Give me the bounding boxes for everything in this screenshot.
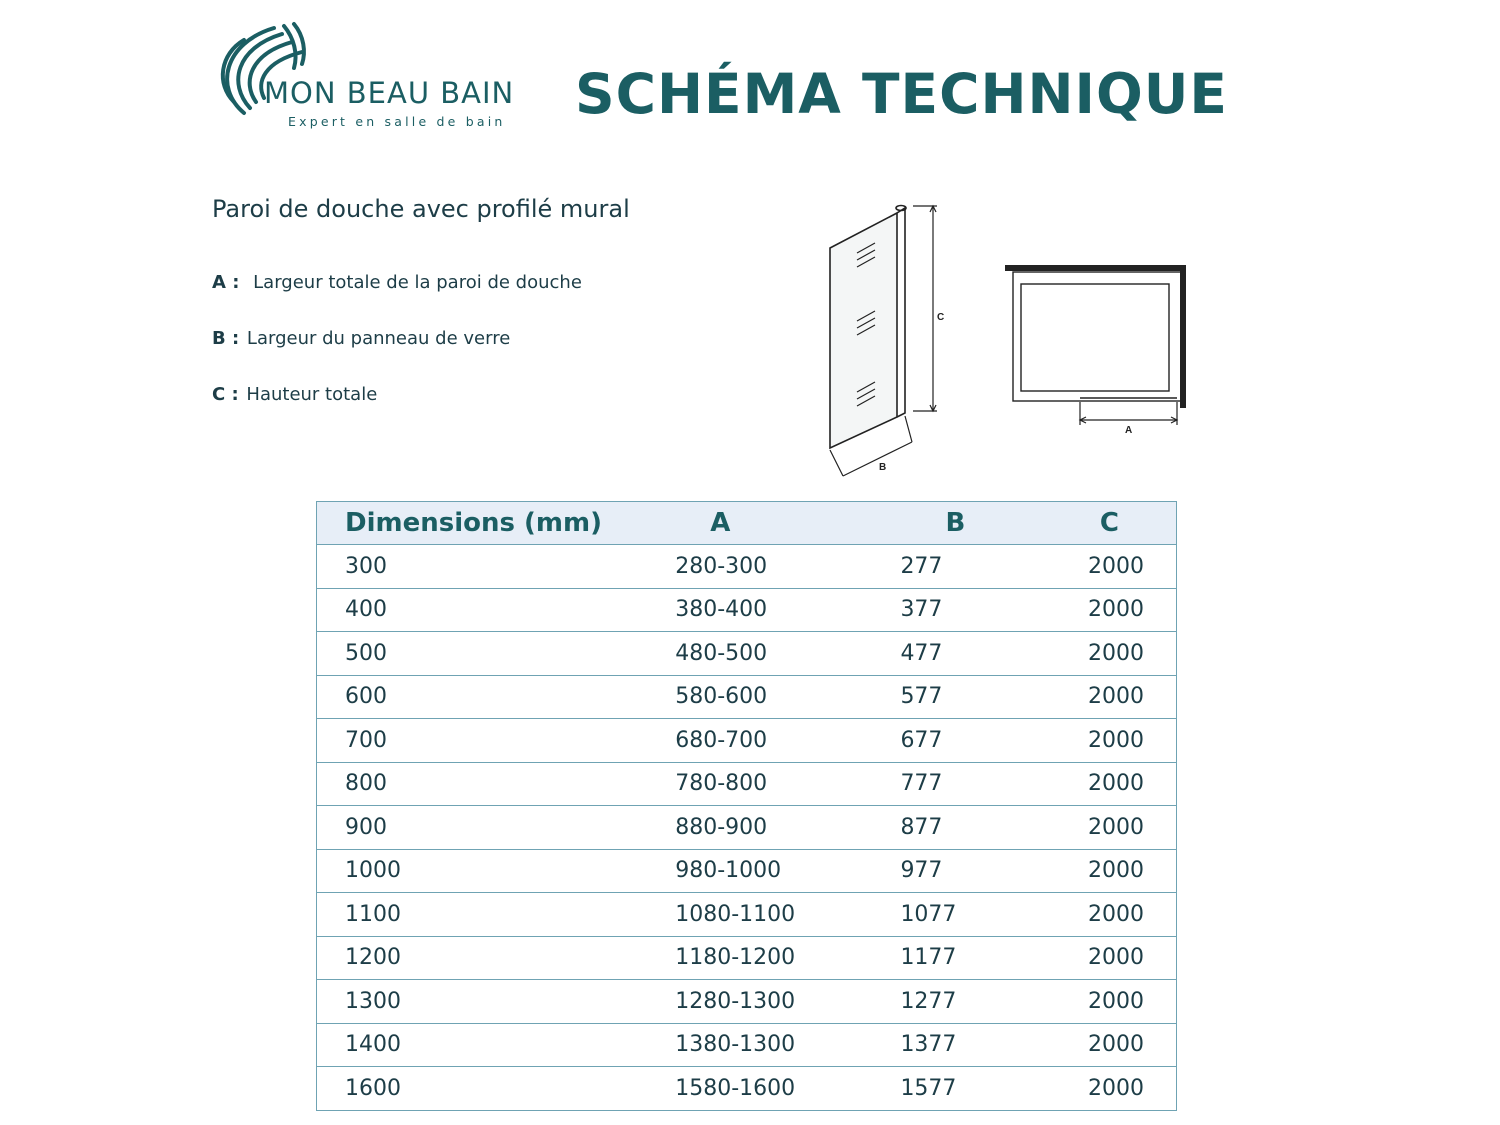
- table-row: [317, 1067, 1177, 1111]
- brand-logo: [214, 18, 534, 136]
- table-cell: 1180-1200: [675, 936, 900, 980]
- table-cell: 2000: [1088, 719, 1177, 763]
- table-header-row: [317, 502, 1177, 545]
- table-cell: 400: [317, 588, 676, 632]
- legend-item-a: [212, 272, 582, 293]
- legend-text: Largeur totale de la paroi de douche: [253, 272, 582, 293]
- table-cell: 680-700: [675, 719, 900, 763]
- table-cell: 2000: [1088, 632, 1177, 676]
- table-cell: 2000: [1088, 1023, 1177, 1067]
- table-row: [317, 545, 1177, 589]
- table-row: [317, 588, 1177, 632]
- table-cell: 1100: [317, 893, 676, 937]
- table-cell: 1580-1600: [675, 1067, 900, 1111]
- table-cell: 2000: [1088, 1067, 1177, 1111]
- table-cell: 277: [900, 545, 1088, 589]
- table-cell: 980-1000: [675, 849, 900, 893]
- column-header: B: [900, 502, 1088, 545]
- table-row: [317, 675, 1177, 719]
- table-cell: 377: [900, 588, 1088, 632]
- brand-tagline: Expert en salle de bain: [288, 114, 506, 129]
- table-row: [317, 849, 1177, 893]
- table-cell: 2000: [1088, 588, 1177, 632]
- legend-text: Hauteur totale: [246, 384, 378, 405]
- table-cell: 480-500: [675, 632, 900, 676]
- table-cell: 700: [317, 719, 676, 763]
- table-row: [317, 806, 1177, 850]
- table-cell: 677: [900, 719, 1088, 763]
- table-cell: 1400: [317, 1023, 676, 1067]
- table-cell: 580-600: [675, 675, 900, 719]
- legend-key: A :: [212, 272, 240, 293]
- table-cell: 600: [317, 675, 676, 719]
- table-cell: 577: [900, 675, 1088, 719]
- table-cell: 2000: [1088, 936, 1177, 980]
- table-cell: 977: [900, 849, 1088, 893]
- page-title: SCHÉMA TECHNIQUE: [575, 62, 1228, 126]
- table-cell: 280-300: [675, 545, 900, 589]
- table-cell: 877: [900, 806, 1088, 850]
- column-header: A: [675, 502, 900, 545]
- table-cell: 1077: [900, 893, 1088, 937]
- table-cell: 780-800: [675, 762, 900, 806]
- glass-panel-perspective: [830, 206, 937, 477]
- table-cell: 1577: [900, 1067, 1088, 1111]
- legend-key: B :: [212, 328, 240, 349]
- top-view: [1005, 268, 1183, 425]
- table-cell: 800: [317, 762, 676, 806]
- table-cell: 2000: [1088, 545, 1177, 589]
- table-cell: 2000: [1088, 980, 1177, 1024]
- table-row: [317, 719, 1177, 763]
- table-cell: 1177: [900, 936, 1088, 980]
- table-cell: 1280-1300: [675, 980, 900, 1024]
- table-cell: 300: [317, 545, 676, 589]
- table-cell: 1600: [317, 1067, 676, 1111]
- table-cell: 1380-1300: [675, 1023, 900, 1067]
- table-cell: 1000: [317, 849, 676, 893]
- table-cell: 500: [317, 632, 676, 676]
- table-cell: 1277: [900, 980, 1088, 1024]
- table-cell: 1080-1100: [675, 893, 900, 937]
- table-row: [317, 980, 1177, 1024]
- diagram-label-c: C: [937, 312, 945, 323]
- table-cell: 900: [317, 806, 676, 850]
- diagram-label-b: B: [879, 462, 887, 473]
- column-header: C: [1088, 502, 1177, 545]
- table-cell: 1200: [317, 936, 676, 980]
- table-cell: 2000: [1088, 849, 1177, 893]
- legend-item-b: [212, 328, 510, 349]
- table-cell: 2000: [1088, 762, 1177, 806]
- legend-key: C :: [212, 384, 239, 405]
- table-row: [317, 632, 1177, 676]
- table-cell: 380-400: [675, 588, 900, 632]
- legend-text: Largeur du panneau de verre: [246, 328, 511, 349]
- table-cell: 2000: [1088, 675, 1177, 719]
- table-cell: 880-900: [675, 806, 900, 850]
- technical-diagram: [775, 180, 1245, 490]
- table-cell: 777: [900, 762, 1088, 806]
- table-row: [317, 936, 1177, 980]
- legend-item-c: [212, 384, 377, 405]
- dimensions-table: [316, 501, 1177, 1111]
- table-row: [317, 1023, 1177, 1067]
- brand-name: MON BEAU BAIN: [264, 76, 515, 110]
- table-row: [317, 893, 1177, 937]
- table-cell: 1300: [317, 980, 676, 1024]
- table-cell: 1377: [900, 1023, 1088, 1067]
- table-cell: 477: [900, 632, 1088, 676]
- table-row: [317, 762, 1177, 806]
- table-cell: 2000: [1088, 893, 1177, 937]
- product-subtitle: Paroi de douche avec profilé mural: [212, 195, 630, 223]
- column-header: Dimensions (mm): [317, 502, 676, 545]
- diagram-label-a: A: [1125, 425, 1133, 436]
- table-cell: 2000: [1088, 806, 1177, 850]
